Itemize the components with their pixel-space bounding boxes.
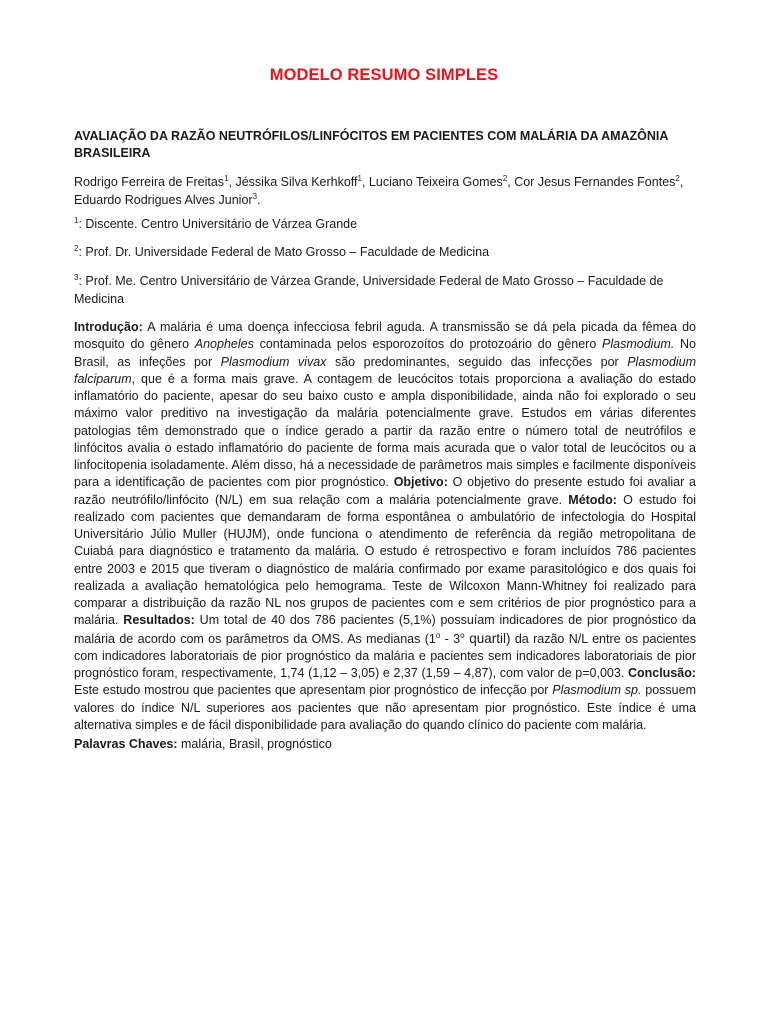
method-text: O estudo foi realizado com pacientes que demandaram de forma espontânea o ambulatório de infectologia do Hospital Universitário Júlio Muller (HUJM), onde funciona o atendimento de referência da região metropolitana de Cuiabá para diagnóstico e tratamento da malária. O estudo é retrospectivo e foram incluídos 786 pacientes entre 2003 e 2015 que tiveram o diagnóstico de malária confirmado por exame parasitológico e dos quais foi realizada a avaliação hematológica pelo hemograma. Teste de Wilcoxon Mann-Whitney foi realizado para comparar a distribuição da razão NL nos grupos de pacientes com e sem critérios de pior prognóstico para a malária. bbox=[74, 492, 696, 628]
document-title: MODELO RESUMO SIMPLES bbox=[269, 66, 499, 84]
author-affiliation-mark: 2 bbox=[675, 173, 680, 183]
affiliation-number: 1 bbox=[74, 215, 79, 225]
author-separator: , bbox=[679, 175, 684, 189]
author-affiliation-mark: 1 bbox=[224, 173, 229, 183]
results-quartil: quartil) bbox=[464, 630, 511, 646]
author-list bbox=[74, 174, 696, 209]
paper-title: AVALIAÇÃO DA RAZÃO NEUTRÓFILOS/LINFÓCITOS EM PACIENTES COM MALÁRIA DA AMAZÔNIA BRASILEIRA bbox=[74, 129, 668, 160]
species-falciparum: Plasmodium falciparum bbox=[74, 354, 696, 386]
genus-plasmodium: Plasmodium. bbox=[602, 337, 675, 352]
species-sp: Plasmodium sp. bbox=[552, 683, 642, 698]
species-vivax: Plasmodium vivax bbox=[220, 354, 327, 369]
affiliation-1 bbox=[74, 216, 696, 234]
keywords bbox=[74, 736, 696, 754]
results-text: Um total de 40 dos 786 pacientes (5,1%) possuíam indicadores de pior prognóstico da malária de acordo com os parâmetros da OMS. As medianas (1 bbox=[74, 613, 696, 646]
intro-text: A malária é uma doença infecciosa febril aguda. A transmissão se dá pela picada da fêmea do mosquito do gênero bbox=[74, 320, 696, 352]
intro-text: contaminada pelos esporozoítos do protozoário do gênero bbox=[253, 337, 603, 352]
abstract-body bbox=[74, 319, 696, 734]
author-separator: , bbox=[507, 175, 515, 189]
objective-label: Objetivo: bbox=[393, 475, 448, 490]
affiliation-number: 3 bbox=[74, 272, 79, 282]
author-affiliation-mark: 3 bbox=[252, 191, 258, 201]
keywords-text: malária, Brasil, prognóstico bbox=[177, 737, 332, 751]
ordinal-mark: o bbox=[460, 630, 465, 640]
method-label: Método: bbox=[568, 492, 617, 507]
intro-text: , que é a forma mais grave. A contagem de leucócitos totais proporciona a avaliação do estado inflamatório do paciente, apesar do seu baixo custo e ampla disponibilidade, ainda não foi explorado o seu máximo valor preditivo na investigação da malária potencialmente grave. Estudos em várias diferentes patologias têm demonstrado que o índice gerado a partir da razão entre o número total de neutrófilos e linfócitos avalia o estado inflamatório do paciente de forma mais acurada que o valor total de leucócitos ou a linfocitopenia isoladamente. Além disso, há a necessidade de parâmetros mais simples e facilmente disponíveis para a identificação de pacientes com pior prognóstico. bbox=[74, 371, 696, 490]
conclusion-text: Este estudo mostrou que pacientes que apresentam pior prognóstico de infecção por bbox=[74, 683, 553, 698]
author-name: Rodrigo Ferreira de Freitas bbox=[74, 175, 225, 189]
objective-text: O objetivo do presente estudo foi avaliar a razão neutrófilo/linfócito (N/L) em sua relação com a malária potencialmente grave. bbox=[74, 475, 696, 507]
intro-text: são predominantes, seguido das infecções por bbox=[326, 354, 628, 369]
author-separator: . bbox=[257, 192, 261, 207]
results-label: Resultados: bbox=[123, 613, 195, 628]
author-separator: , bbox=[361, 175, 369, 189]
author-name: Luciano Teixeira Gomes bbox=[368, 175, 503, 189]
genus-anopheles: Anopheles bbox=[194, 337, 254, 352]
affiliation-2 bbox=[74, 244, 696, 262]
author-separator: , bbox=[228, 175, 236, 189]
author-affiliation-mark: 1 bbox=[357, 173, 362, 183]
intro-text: No Brasil, as infeções por bbox=[74, 337, 697, 369]
conclusion-label: Conclusão: bbox=[627, 666, 696, 680]
affiliation-text: : Discente. Centro Universitário de Várzea Grande bbox=[78, 217, 358, 231]
results-text: da razão N/L entre os pacientes com indicadores laboratoriais de pior prognóstico da malária e pacientes sem indicadores laboratoriais de pior prognóstico foram, respectivamente, 1,74 (1,12 – 3,05) e 2,37 (1,59 – 4,87), com valor de p=0,003. bbox=[74, 631, 697, 680]
author-affiliation-mark: 2 bbox=[502, 173, 508, 183]
conclusion-text: possuem valores do índice N/L superiores aos pacientes que não apresentam pior prognóstico. Este índice é uma alternativa simples e de fácil disponibilidade para avaliação do quando clínico do paciente com malária. bbox=[74, 683, 696, 732]
author-name: Cor Jesus Fernandes Fontes bbox=[514, 175, 676, 189]
affiliation-text: : Prof. Dr. Universidade Federal de Mato Grosso – Faculdade de Medicina bbox=[78, 245, 490, 259]
affiliation-number: 2 bbox=[74, 243, 79, 253]
keywords-label: Palavras Chaves: bbox=[74, 737, 178, 751]
intro-label: Introdução: bbox=[74, 320, 143, 334]
results-text: - 3 bbox=[440, 631, 461, 646]
author-name: Jéssika Silva Kerhkoff bbox=[235, 175, 358, 189]
affiliation-3 bbox=[74, 273, 696, 308]
ordinal-mark: o bbox=[435, 630, 441, 640]
author-name: Eduardo Rodrigues Alves Junior bbox=[74, 192, 253, 207]
affiliation-text: : Prof. Me. Centro Universitário de Várzea Grande, Universidade Federal de Mato Grosso – Faculdade de Medicina bbox=[74, 274, 664, 306]
